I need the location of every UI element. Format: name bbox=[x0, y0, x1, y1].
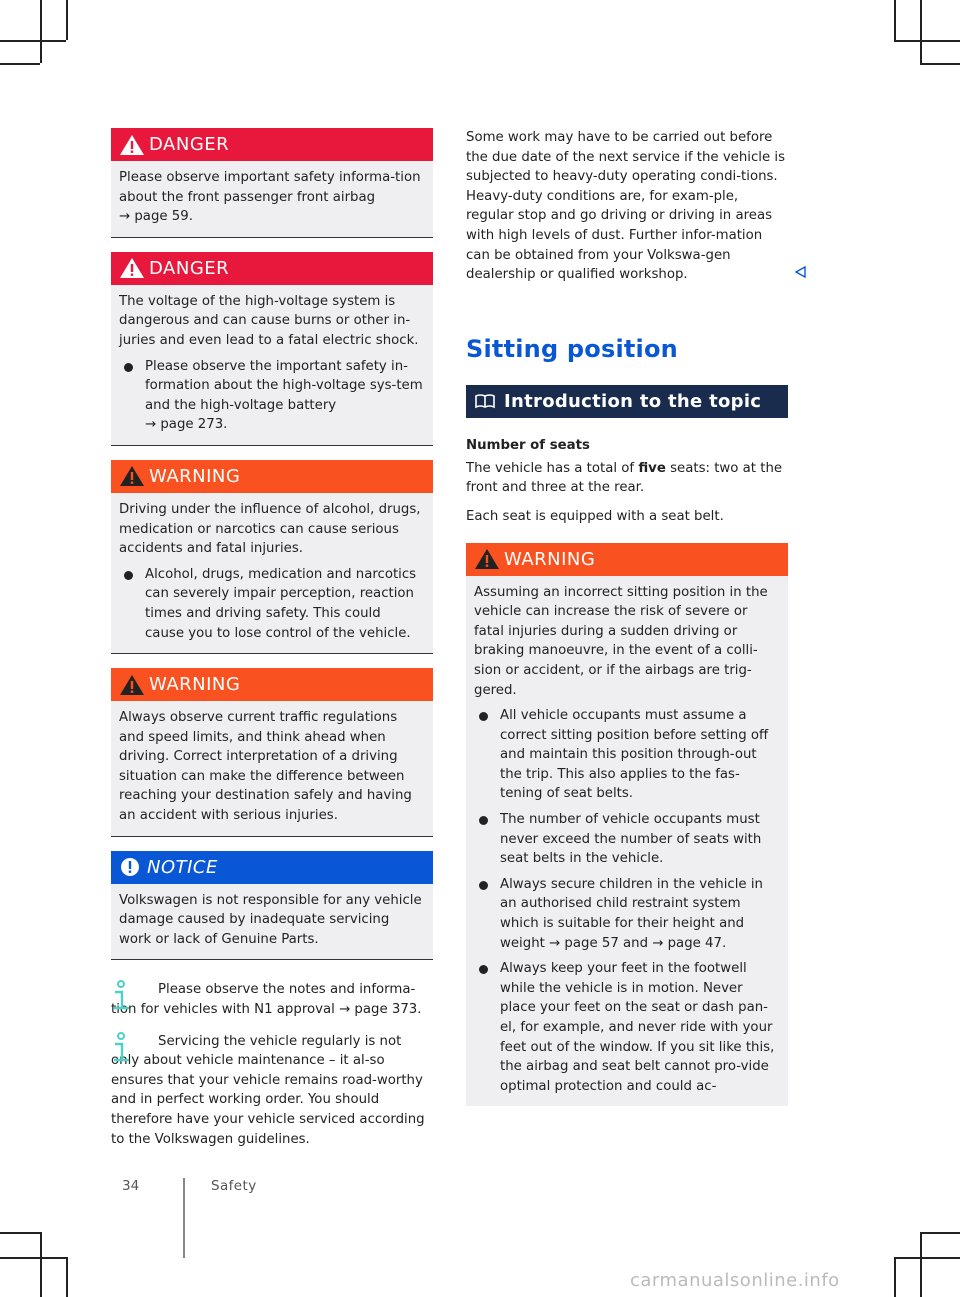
danger-header bbox=[111, 252, 433, 285]
crop-mark bbox=[894, 40, 960, 42]
page-number: 34 bbox=[122, 1178, 140, 1194]
warning-bullet: Always secure children in the vehicle in an authorised child restraint system which is suitable for their height and weight → page 57 and → page 47. bbox=[474, 875, 778, 953]
watermark: carmanualsonline.info bbox=[630, 1270, 840, 1291]
warning-bullet: All vehicle occupants must assume a correct sitting position before setting off and maintain this position through-out the trip. This also applies to the fas-tening of seat belts. bbox=[474, 706, 778, 804]
section-heading: Sitting position bbox=[466, 334, 678, 363]
intro-topic-title: Introduction to the topic bbox=[504, 390, 762, 412]
warning-triangle-icon bbox=[119, 257, 145, 279]
warning-text: Always observe current traffic regulations and speed limits, and think ahead when driving. Correct interpretation of a driving situation can make the difference between reaching your destination safely and having an accident with serious injuries. bbox=[119, 710, 412, 824]
danger-title: DANGER bbox=[149, 134, 230, 155]
page-reference-link[interactable]: → page 273. bbox=[145, 417, 228, 433]
warning-title: WARNING bbox=[504, 548, 596, 570]
notice-text: Volkswagen is not responsible for any vehicle damage caused by inadequate servicing work or lack of Genuine Parts. bbox=[119, 892, 422, 947]
crop-mark bbox=[0, 1257, 66, 1259]
warning-text: Assuming an incorrect sitting position in the vehicle can increase the risk of severe or fatal injuries during a sudden driving or braking manoeuvre, in the event of a colli-sion or accident, or if the airbags are trig-gered. bbox=[474, 584, 768, 698]
crop-mark bbox=[66, 1257, 68, 1297]
crop-mark bbox=[40, 0, 42, 63]
warning-header bbox=[111, 460, 433, 493]
notice-header bbox=[111, 851, 433, 884]
footer-divider bbox=[183, 1178, 185, 1258]
right-column bbox=[466, 128, 788, 1120]
warning-header bbox=[466, 543, 788, 576]
warning-triangle-icon bbox=[474, 548, 500, 570]
warning-triangle-icon bbox=[119, 674, 145, 696]
info-tip-icon bbox=[111, 1032, 131, 1064]
warning-text: Driving under the influence of alcohol, drugs, medication or narcotics can cause serious accidents and fatal injuries. bbox=[119, 501, 421, 557]
warning-box-alcohol bbox=[111, 460, 433, 654]
danger-box-high-voltage bbox=[111, 252, 433, 446]
seats-paragraph: The vehicle has a total of five seats: two at the front and three at the rear. bbox=[466, 460, 783, 496]
tip-paragraph: Servicing the vehicle regularly is not only about vehicle maintenance – it al-so ensures that your vehicle remains road-worthy and in perfect working order. You should therefore have your vehicle serviced according to the Volkswagen guidelines. bbox=[111, 1033, 425, 1147]
warning-box-sitting bbox=[466, 543, 788, 1107]
crop-mark bbox=[920, 1232, 922, 1297]
danger-header bbox=[111, 128, 433, 161]
crop-mark bbox=[894, 0, 896, 40]
crop-mark bbox=[0, 63, 40, 65]
danger-text: The voltage of the high-voltage system is dangerous and can cause burns or other in-juries and even lead to a fatal electric shock. bbox=[119, 293, 419, 348]
warning-bullet: The number of vehicle occupants must never exceed the number of seats with seat belts in the vehicle. bbox=[474, 810, 778, 869]
crop-mark bbox=[920, 0, 922, 63]
crop-mark bbox=[40, 1232, 42, 1297]
exclamation-circle-icon bbox=[119, 856, 143, 878]
crop-mark bbox=[920, 63, 960, 65]
service-paragraph: Some work may have to be carried out before the due date of the next service if the vehicle is subjected to heavy-duty operating condi-tions. Heavy-duty conditions are, for exam-ple, regular stop and go driving or driving in areas with high levels of dust. Further infor-mation can be obtained from your Volkswa-gen dealership or qualified workshop. bbox=[466, 130, 786, 283]
subheading-seats: Number of seats bbox=[466, 437, 590, 453]
book-icon bbox=[474, 392, 496, 410]
crop-mark bbox=[0, 1232, 40, 1234]
danger-title: DANGER bbox=[149, 257, 230, 279]
danger-box-airbag bbox=[111, 128, 433, 238]
seat-belt-paragraph: Each seat is equipped with a seat belt. bbox=[466, 508, 724, 524]
warning-bullet: Alcohol, drugs, medication and narcotics can severely impair perception, reaction times and driving safety. This could cause you to lose control of the vehicle. bbox=[119, 565, 423, 643]
crop-mark bbox=[894, 1257, 896, 1297]
warning-title: WARNING bbox=[149, 465, 241, 487]
warning-header bbox=[111, 668, 433, 701]
notice-title: NOTICE bbox=[147, 856, 218, 878]
info-tip-icon bbox=[111, 980, 131, 1012]
warning-triangle-icon bbox=[119, 134, 145, 156]
left-column bbox=[111, 128, 433, 1161]
crop-mark bbox=[894, 1257, 960, 1259]
crop-mark bbox=[0, 40, 66, 42]
warning-title: WARNING bbox=[149, 674, 241, 696]
warning-triangle-icon bbox=[119, 465, 145, 487]
notice-box bbox=[111, 851, 433, 961]
warning-box-traffic bbox=[111, 668, 433, 837]
section-end-triangle-icon bbox=[795, 266, 807, 278]
crop-mark bbox=[66, 0, 68, 40]
page-reference-link[interactable]: → page 59. bbox=[119, 209, 193, 225]
intro-topic-bar bbox=[466, 385, 788, 418]
danger-text: Please observe important safety informa-tion about the front passenger front airbag → page 59. bbox=[119, 170, 421, 225]
danger-bullet: Please observe the important safety in-formation about the high-voltage sys-tem and the high-voltage battery → page 273. bbox=[119, 357, 423, 435]
warning-bullet: Always keep your feet in the footwell while the vehicle is in motion. Never place your feet on the seat or dash pan-el, for example, and never ride with your feet out of the window. If you sit like this, the airbag and seat belt cannot pro-vide optimal protection and could ac- bbox=[474, 959, 778, 1096]
warning-bullet-list bbox=[474, 706, 778, 1096]
crop-mark bbox=[920, 1232, 960, 1234]
footer-section-label: Safety bbox=[211, 1178, 257, 1194]
tip-paragraph: Please observe the notes and informa-tion for vehicles with N1 approval → page 373. bbox=[111, 982, 422, 1018]
